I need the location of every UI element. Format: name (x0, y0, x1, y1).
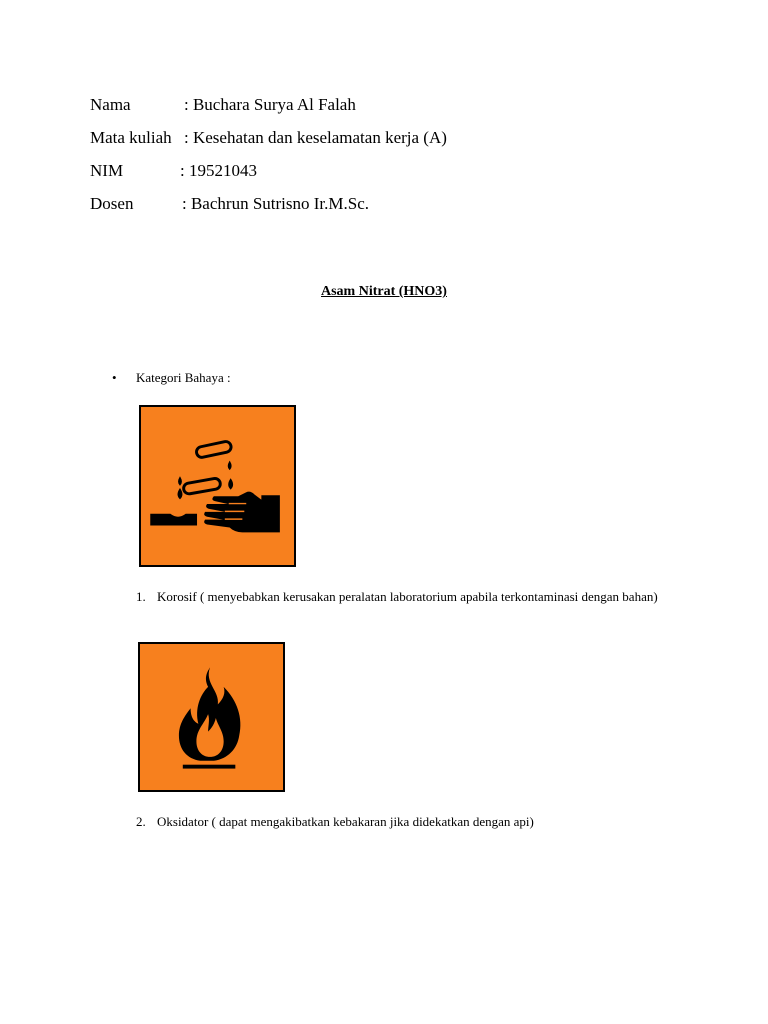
info-value: : Kesehatan dan keselamatan kerja (A) (184, 128, 447, 147)
info-value: : Bachrun Sutrisno Ir.M.Sc. (182, 194, 369, 213)
info-label: NIM (90, 161, 124, 180)
info-label: Mata kuliah (90, 128, 172, 147)
hazard-category-label: Kategori Bahaya : (136, 370, 231, 385)
corrosive-icon (141, 407, 294, 565)
corrosive-pictogram (139, 405, 296, 567)
hazard-number: 2. (136, 814, 146, 829)
document-title: Asam Nitrat (HNO3) (321, 284, 447, 299)
info-value: : Buchara Surya Al Falah (184, 95, 356, 114)
hazard-number: 1. (136, 589, 146, 604)
flammable-icon (140, 644, 283, 790)
info-label: Dosen (90, 194, 134, 213)
info-value: : 19521043 (180, 161, 257, 180)
flammable-pictogram (138, 642, 285, 792)
bullet-point: • (112, 370, 117, 385)
hazard-description: Oksidator ( dapat mengakibatkan kebakaran jika didekatkan dengan api) (157, 814, 534, 829)
info-label: Nama (90, 95, 131, 114)
hazard-description: Korosif ( menyebabkan kerusakan peralatan laboratorium apabila terkontaminasi dengan bahan) (157, 589, 658, 604)
